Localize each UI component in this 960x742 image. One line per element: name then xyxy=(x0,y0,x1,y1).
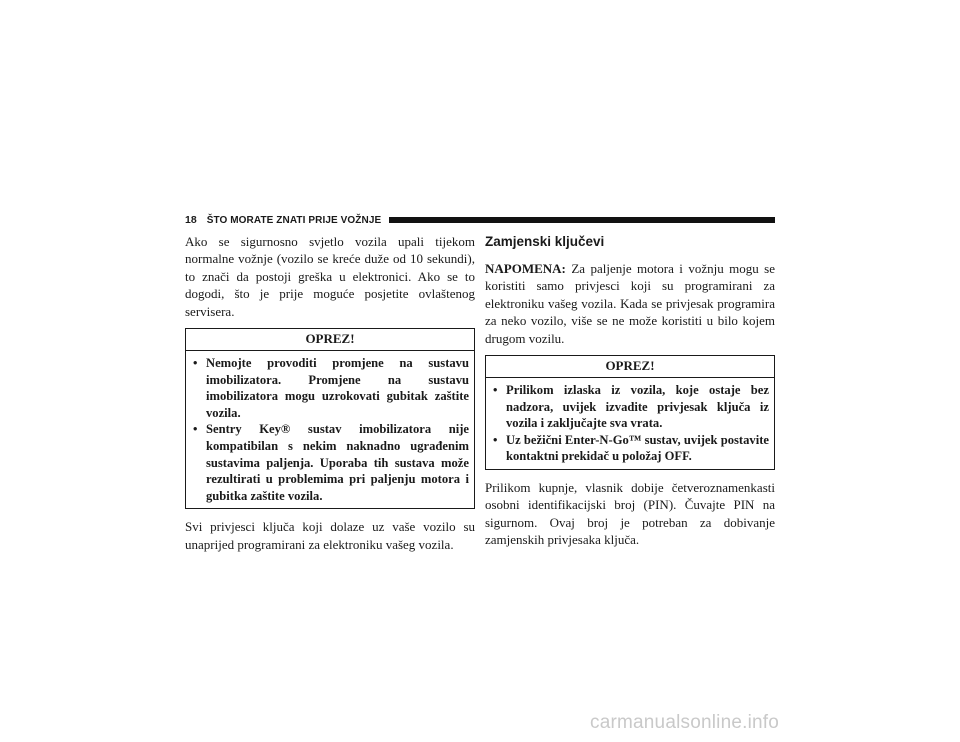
note-paragraph xyxy=(485,260,775,347)
caution-title: OPREZ! xyxy=(186,329,474,351)
caution-item: • Uz bežični Enter-N-Go™ sustav, uvijek postavite kontaktni prekidač u položaj OFF. xyxy=(493,432,769,464)
bullet-icon: • xyxy=(193,356,198,371)
caution-box-keys xyxy=(485,355,775,470)
page-number: 18 xyxy=(185,214,197,226)
key-fobs-paragraph: Svi privjesci ključa koji dolaze uz vaše vozilo su unaprijed programirani za elektroniku vašeg vozila. xyxy=(185,519,475,552)
watermark: carmanualsonline.info xyxy=(590,712,780,733)
caution-title: OPREZ! xyxy=(486,356,774,378)
running-header xyxy=(185,213,775,227)
bullet-icon: • xyxy=(493,383,498,398)
security-light-paragraph: Ako se sigurnosno svjetlo vozila upali tijekom normalne vožnje (vozilo se kreće duže od 10 sekundi), to znači da postoji greška u elektronici. Ako se to dogodi, što je prije moguće posjetite ovlaštenog servisera. xyxy=(185,234,475,319)
pin-paragraph: Prilikom kupnje, vlasnik dobije četveroznamenkasti osobni identifikacijski broj (PIN). Čuvajte PIN na sigurnom. Ovaj broj je potreban za dobivanje zamjenskih privjesaka ključa. xyxy=(485,480,775,548)
caution-item: • Prilikom izlaska iz vozila, koje ostaje bez nadzora, uvijek izvadite privjesak ključa iz vozila i zaključajte sva vrata. xyxy=(493,383,769,431)
bullet-icon: • xyxy=(193,422,198,437)
replacement-keys-heading: Zamjenski ključevi xyxy=(485,234,605,249)
header-rule xyxy=(389,217,775,223)
caution-item: • Sentry Key® sustav imobilizatora nije kompatibilan s nekim naknadno ugrađenim sustavima paljenja. Uporaba tih sustava može rezultirati u problemima pri paljenju motora i gubitka zaštite vozila. xyxy=(193,422,469,503)
section-title: ŠTO MORATE ZNATI PRIJE VOŽNJE xyxy=(206,214,382,226)
caution-list xyxy=(493,382,769,465)
left-column xyxy=(185,233,475,553)
caution-item: • Nemojte provoditi promjene na sustavu imobilizatora. Promjene na sustavu imobilizatora mogu uzrokovati gubitak zaštite vozila. xyxy=(193,356,469,420)
caution-box-immobilizer xyxy=(185,328,475,509)
note-label: NAPOMENA: xyxy=(485,261,566,276)
bullet-icon: • xyxy=(493,432,498,447)
right-column xyxy=(485,233,775,549)
note-text: Za paljenje motora i vožnju mogu se koristiti samo privjesci koji su programirani za elektroniku vašeg vozila. Kada se privjesak programira za neko vozilo, više se ne može koristiti u bilo kojem drugom vozilu. xyxy=(485,261,775,346)
caution-list xyxy=(193,355,469,504)
